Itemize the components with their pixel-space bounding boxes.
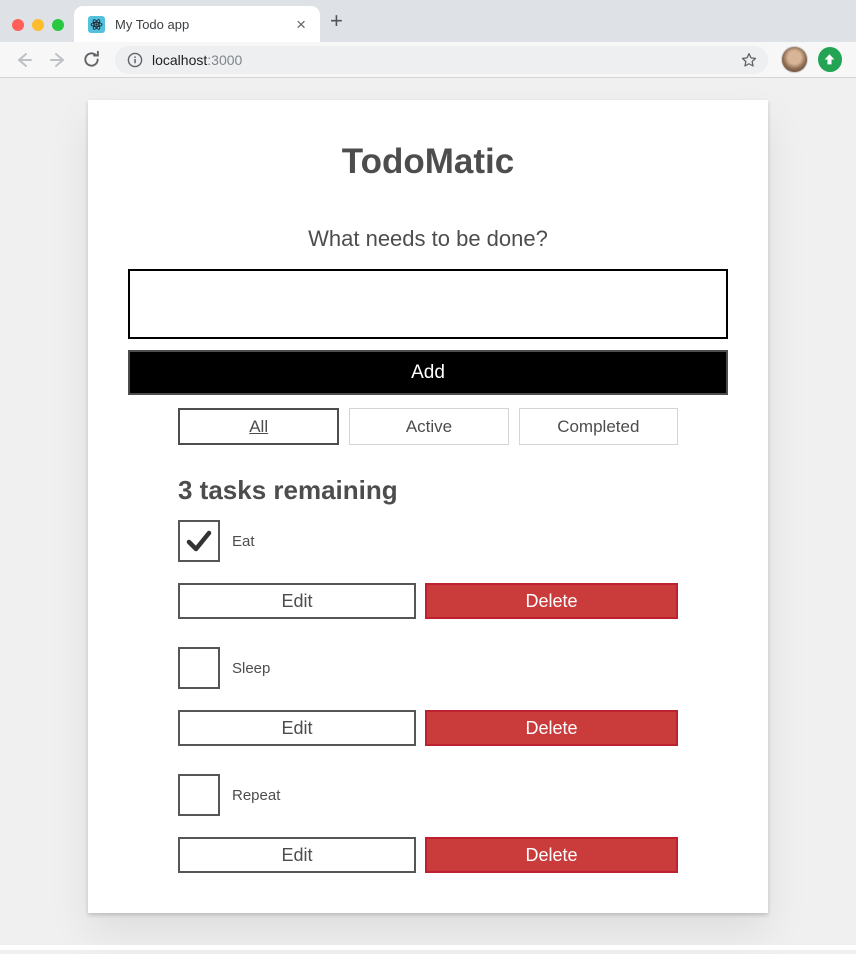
green-up-arrow-extension-icon[interactable] — [818, 47, 842, 72]
page-info-icon[interactable] — [127, 52, 143, 68]
react-favicon-icon — [88, 16, 105, 33]
edit-task-button-sleep[interactable]: Edit — [178, 710, 416, 746]
url-text[interactable] — [152, 52, 740, 68]
filter-active-button[interactable]: Active — [349, 408, 508, 445]
url-host: localhost — [152, 51, 208, 68]
task-label[interactable]: Sleep — [232, 659, 271, 677]
input-prompt-label: What needs to be done? — [308, 226, 548, 251]
bookmark-star-icon[interactable] — [740, 51, 758, 69]
back-icon[interactable] — [14, 50, 34, 70]
add-task-form — [128, 226, 728, 395]
tab-strip — [0, 0, 856, 42]
app-title: TodoMatic — [341, 142, 515, 181]
address-bar[interactable] — [115, 46, 768, 74]
tab-close-icon[interactable]: × — [296, 14, 306, 34]
delete-task-button-eat[interactable]: Delete — [425, 583, 678, 619]
task-row-eat — [178, 520, 678, 619]
page-bottom-strip — [0, 945, 856, 950]
new-tab-button[interactable]: + — [330, 8, 343, 33]
forward-icon[interactable] — [48, 50, 68, 70]
filter-buttons — [178, 408, 678, 445]
window-controls — [12, 19, 64, 31]
close-window-button[interactable] — [12, 19, 24, 31]
filter-completed-button[interactable]: Completed — [519, 408, 678, 445]
delete-task-button-repeat[interactable]: Delete — [425, 837, 678, 873]
profile-avatar[interactable] — [781, 46, 807, 73]
task-checkbox-eat[interactable] — [178, 520, 220, 562]
page-background — [0, 79, 856, 950]
new-task-input[interactable] — [128, 269, 728, 339]
reload-icon[interactable] — [82, 50, 101, 69]
task-checkbox-sleep[interactable] — [178, 647, 220, 689]
task-label[interactable]: Eat — [232, 532, 255, 550]
task-checkbox-repeat[interactable] — [178, 774, 220, 816]
edit-task-button-eat[interactable]: Edit — [178, 583, 416, 619]
filter-all-button[interactable]: All — [178, 408, 339, 445]
delete-task-button-sleep[interactable]: Delete — [425, 710, 678, 746]
add-task-button[interactable]: Add — [128, 350, 728, 395]
zoom-window-button[interactable] — [52, 19, 64, 31]
browser-toolbar — [0, 42, 856, 78]
task-label[interactable]: Repeat — [232, 786, 281, 804]
todo-list-section — [178, 408, 678, 873]
task-row-sleep — [178, 647, 678, 746]
edit-task-button-repeat[interactable]: Edit — [178, 837, 416, 873]
todo-app-card — [88, 100, 768, 913]
browser-tab[interactable] — [74, 6, 320, 42]
url-port: :3000 — [207, 51, 243, 68]
tab-title: My Todo app — [115, 16, 190, 32]
minimize-window-button[interactable] — [32, 19, 44, 31]
task-row-repeat — [178, 774, 678, 873]
tasks-remaining-heading: 3 tasks remaining — [178, 475, 398, 505]
